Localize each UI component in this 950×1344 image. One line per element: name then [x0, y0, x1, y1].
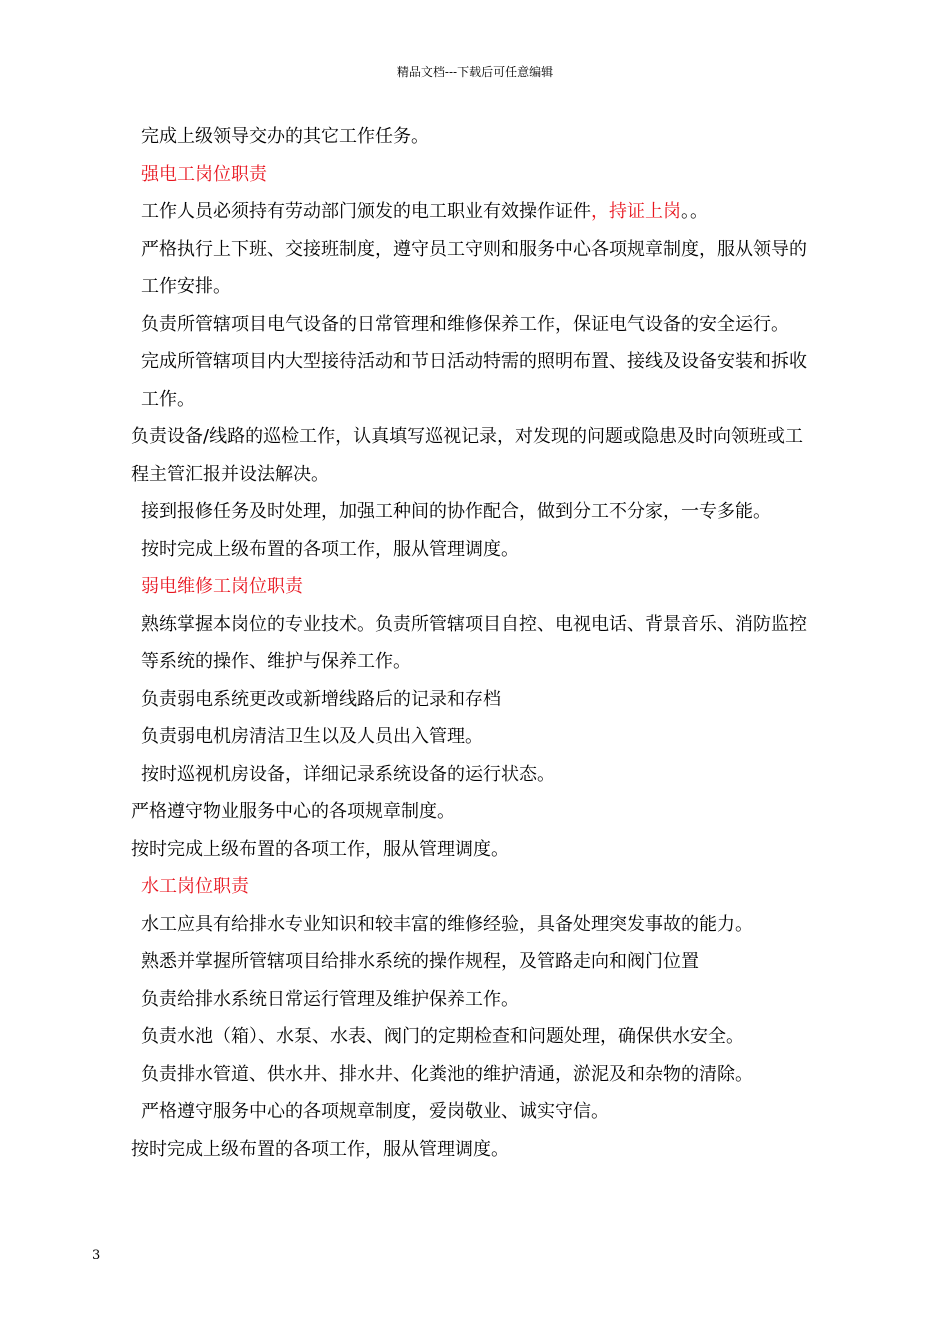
strong-electric-p1-highlight: ，持证上岗	[591, 201, 681, 222]
weak-electric-paragraph-2: 负责弱电系统更改或新增线路后的记录和存档	[141, 688, 501, 710]
weak-electric-paragraph-1: 熟练掌握本岗位的专业技术。负责所管辖项目自控、电视电话、背景音乐、消防监控等系统的操作、维护与保养工作。	[141, 613, 807, 672]
plumber-paragraph-4: 负责水池（箱）、水泵、水表、阀门的定期检查和问题处理，确保供水安全。	[141, 1026, 744, 1047]
section-title-weak-electric: 弱电维修工岗位职责	[141, 576, 303, 597]
weak-electric-paragraph-5: 严格遵守物业服务中心的各项规章制度。	[131, 801, 455, 822]
section-title-strong-electric: 强电工岗位职责	[141, 163, 267, 185]
weak-electric-paragraph-4: 按时巡视机房设备，详细记录系统设备的运行状态。	[141, 763, 555, 785]
section-title-plumber: 水工岗位职责	[141, 876, 249, 897]
strong-electric-paragraph-4: 完成所管辖项目内大型接待活动和节日活动特需的照明布置、接线及设备安装和拆收工作。	[141, 351, 807, 410]
intro-paragraph: 完成上级领导交办的其它工作任务。	[141, 126, 429, 147]
strong-electric-paragraph-2: 严格执行上下班、交接班制度，遵守员工守则和服务中心各项规章制度，服从领导的工作安排。	[141, 238, 807, 297]
plumber-paragraph-6: 严格遵守服务中心的各项规章制度，爱岗敬业、诚实守信。	[141, 1101, 609, 1122]
strong-electric-paragraph-5: 负责设备/线路的巡检工作，认真填写巡视记录，对发现的问题或隐患及时向领班或工程主管汇报并设法解决。	[131, 426, 804, 485]
strong-electric-paragraph-6: 接到报修任务及时处理，加强工种间的协作配合，做到分工不分家，一专多能。	[141, 501, 771, 522]
plumber-paragraph-3: 负责给排水系统日常运行管理及维护保养工作。	[141, 988, 519, 1010]
plumber-paragraph-7: 按时完成上级布置的各项工作，服从管理调度。	[131, 1138, 509, 1160]
weak-electric-paragraph-6: 按时完成上级布置的各项工作，服从管理调度。	[131, 838, 509, 860]
page-header: 精品文档---下载后可任意编辑	[396, 65, 554, 79]
strong-electric-paragraph-7: 按时完成上级布置的各项工作，服从管理调度。	[141, 538, 519, 560]
strong-electric-p1-tail: 。。	[681, 201, 708, 222]
plumber-paragraph-5: 负责排水管道、供水井、排水井、化粪池的维护清通，淤泥及和杂物的清除。	[141, 1063, 753, 1085]
strong-electric-paragraph-1	[131, 193, 821, 231]
document-body	[131, 118, 821, 1168]
strong-electric-p1-text: 工作人员必须持有劳动部门颁发的电工职业有效操作证件	[141, 201, 591, 222]
page-number: 3	[92, 1248, 101, 1263]
plumber-paragraph-1: 水工应具有给排水专业知识和较丰富的维修经验，具备处理突发事故的能力。	[141, 913, 753, 935]
strong-electric-paragraph-3: 负责所管辖项目电气设备的日常管理和维修保养工作，保证电气设备的安全运行。	[141, 313, 789, 335]
weak-electric-paragraph-3: 负责弱电机房清洁卫生以及人员出入管理。	[141, 726, 483, 747]
plumber-paragraph-2: 熟悉并掌握所管辖项目给排水系统的操作规程，及管路走向和阀门位置	[141, 951, 699, 972]
